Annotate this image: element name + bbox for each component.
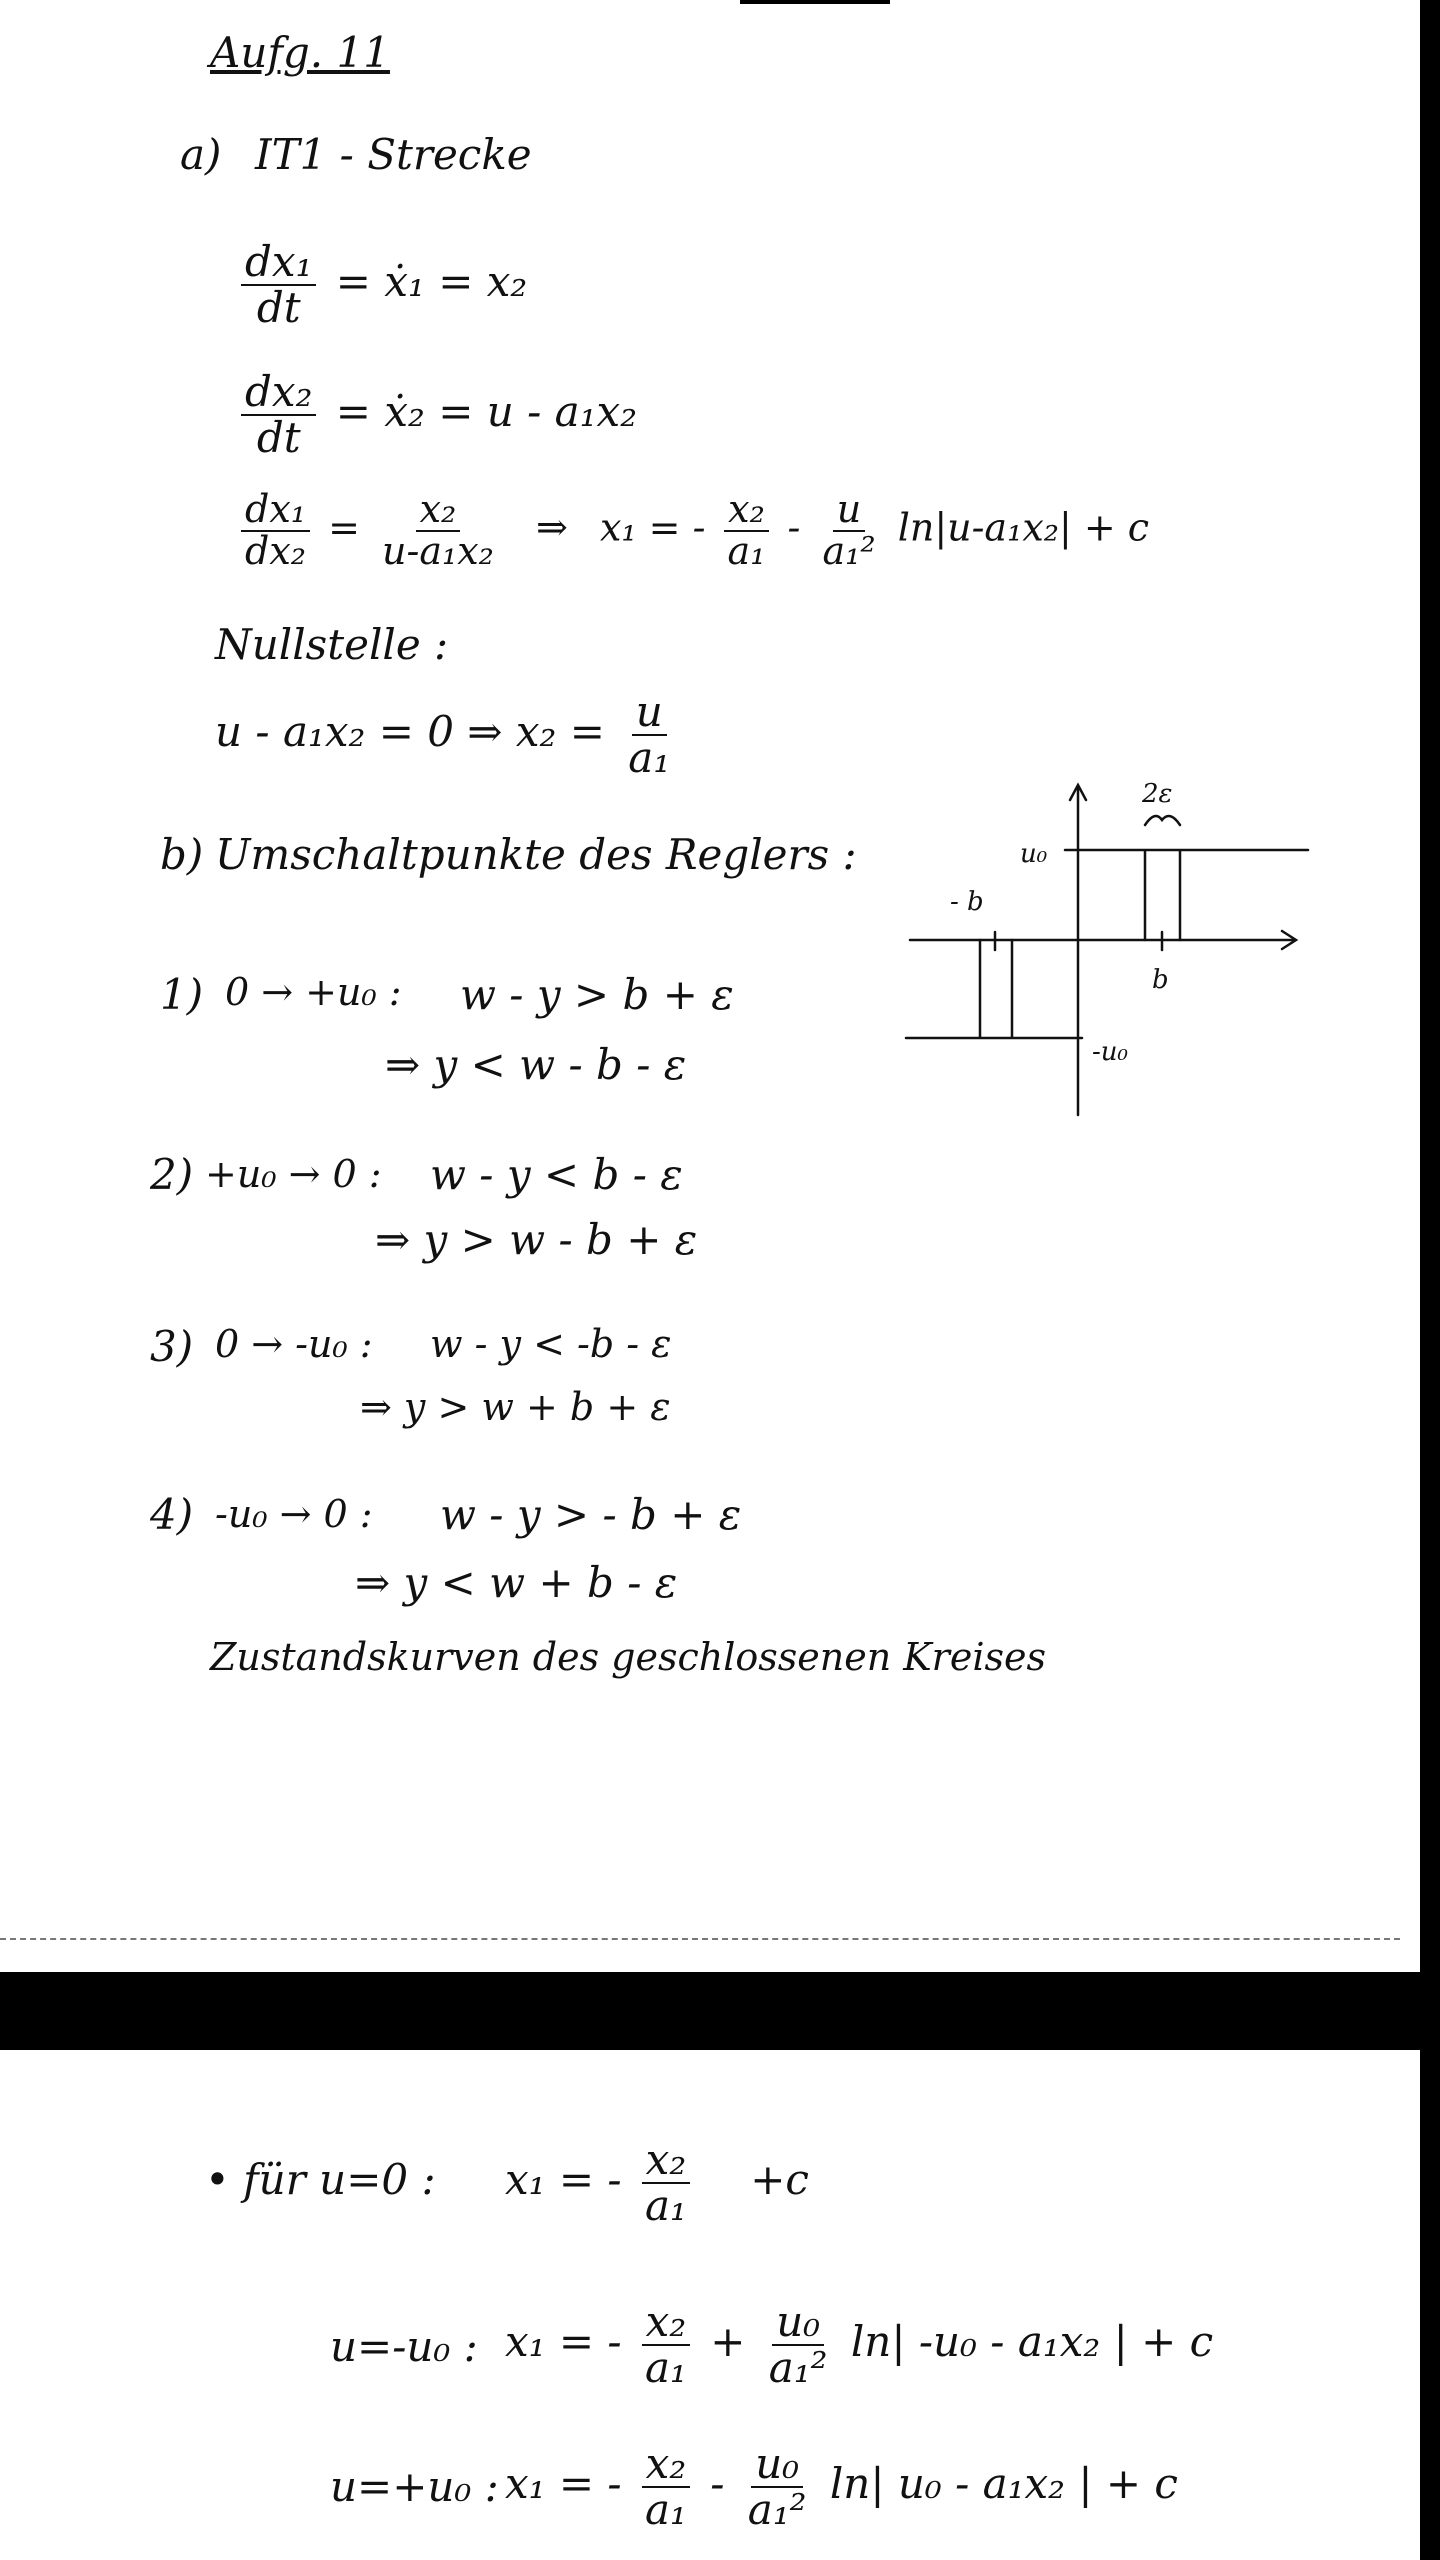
part-b-label: b) — [160, 830, 204, 879]
part-a-label: a) — [180, 130, 222, 179]
case-3-transition: 0 → -u₀ : — [215, 1322, 373, 1366]
case-2-condition: w - y < b - ε — [430, 1150, 683, 1199]
case-4-result: ⇒ y < w + b - ε — [355, 1558, 678, 1607]
graph-label-minus-b: - b — [950, 887, 984, 917]
row3-label: u=+u₀ : — [330, 2462, 499, 2511]
closing-note: Zustandskurven des geschlossenen Kreises — [210, 1635, 1046, 1679]
row1-equation: x₁ = - $\frac{\text{x₂}}{\text{a₁}}$ +c — [505, 2135, 809, 2231]
graph-label-b: b — [1152, 965, 1169, 995]
scan-edge-line — [0, 1938, 1400, 1940]
scan-border-right — [1420, 0, 1440, 1972]
equation-3: $\frac{\text{dx₁}}{\text{dx₂}}$ = $\frac{\text{x₂}}{\text{u-a₁x₂}}$ ⇒ x₁ = - $\frac{\text{x₂}}{\text{a₁}}$ - $\frac{u}{\text{a₁²}}$ ln|u-a₁x₂| + c — [235, 490, 1149, 572]
row2-equation: x₁ = - $\frac{\text{x₂}}{\text{a₁}}$ + $\frac{\text{u₀}}{\text{a₁²}}$ ln| -u₀ - a₁x₂ | + c — [505, 2297, 1214, 2393]
graph-upper-branch — [1065, 850, 1308, 940]
graph-label-u0: u₀ — [1020, 839, 1048, 869]
part-a-title: IT1 - Strecke — [255, 130, 532, 179]
row1-label: • für u=0 : — [205, 2155, 436, 2204]
case-1-transition: 0 → +u₀ : — [225, 970, 402, 1014]
case-3-label: 3) — [150, 1322, 194, 1371]
case-1-label: 1) — [160, 970, 204, 1019]
equation-1: $\frac{\text{dx₁}}{dt}$ = ẋ₁ = x₂ — [235, 240, 527, 330]
row3-equation: x₁ = - $\frac{\text{x₂}}{\text{a₁}}$ - $\frac{\text{u₀}}{\text{a₁²}}$ ln| u₀ - a₁x₂ | + c — [505, 2439, 1178, 2535]
case-2-result: ⇒ y > w - b + ε — [375, 1215, 698, 1264]
graph-label-minus-u0: -u₀ — [1092, 1037, 1128, 1067]
row2-label: u=-u₀ : — [330, 2322, 478, 2371]
nullstelle-label: Nullstelle : — [215, 620, 449, 669]
case-3-condition: w - y < -b - ε — [430, 1322, 672, 1366]
graph-2eps-bracket — [1145, 816, 1180, 825]
case-4-condition: w - y > - b + ε — [440, 1490, 742, 1539]
part-b-title: Umschaltpunkte des Reglers : — [215, 830, 857, 879]
case-4-transition: -u₀ → 0 : — [215, 1492, 373, 1536]
nullstelle-equation: u - a₁x₂ = 0 ⇒ x₂ = $\frac{u}{\text{a₁}}$ — [215, 687, 671, 783]
case-2-label: 2) — [150, 1150, 194, 1199]
case-1-result: ⇒ y < w - b - ε — [385, 1040, 687, 1089]
scan-border-right-2 — [1420, 2050, 1440, 2560]
task-heading: Aufg. 11 — [210, 28, 390, 77]
scan-page-2 — [0, 2050, 1420, 2560]
graph-lower-branch — [906, 940, 1082, 1038]
case-1-condition: w - y > b + ε — [460, 970, 734, 1019]
equation-2: $\frac{\text{dx₂}}{dt}$ = ẋ₂ = u - a₁x₂ — [235, 370, 637, 460]
case-3-result: ⇒ y > w + b + ε — [360, 1385, 671, 1429]
case-2-transition: +u₀ → 0 : — [205, 1152, 382, 1196]
page-top-mark — [740, 0, 890, 4]
controller-characteristic-graph — [900, 770, 1320, 1130]
page-separator — [0, 1972, 1440, 2050]
graph-label-2eps: 2ε — [1142, 779, 1173, 809]
case-4-label: 4) — [150, 1490, 194, 1539]
